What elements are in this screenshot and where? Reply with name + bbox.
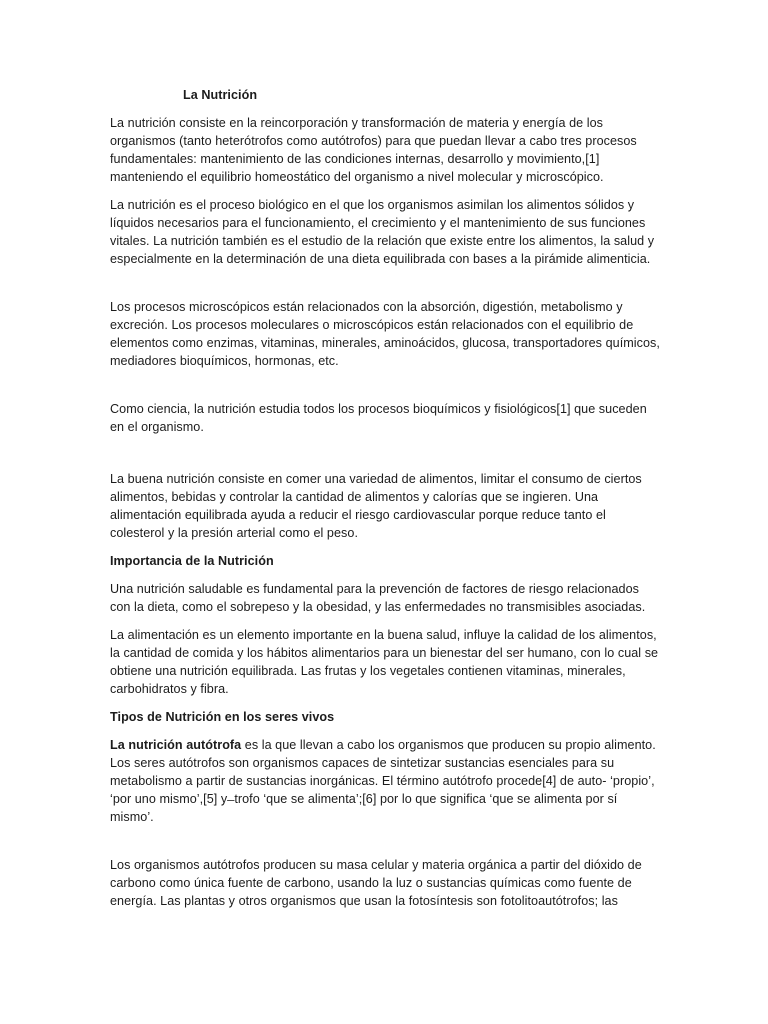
paragraph-autotrophic <box>110 736 660 826</box>
autotrophic-term: La nutrición autótrofa <box>110 738 242 752</box>
paragraph-biological-process: La nutrición es el proceso biológico en el que los organismos asimilan los alimentos sólidos y líquidos necesarios para el funcionamiento, el crecimiento y el mantenimiento de sus funciones vitales. La nutrición también es el estudio de la relación que existe entre los alimentos, la salud y especialmente en la determinación de una dieta equilibrada con bases a la pirámide alimenticia. <box>110 198 655 266</box>
paragraph-science: Como ciencia, la nutrición estudia todos los procesos bioquímicos y fisiológicos[1] que suceden en el organismo. <box>110 402 647 434</box>
paragraph-autotrophic-organisms: Los organismos autótrofos producen su masa celular y materia orgánica a partir del dióxido de carbono como única fuente de carbono, usando la luz o sustancias químicas como fuente de energía. Las plantas y otros organismos que usan la fotosíntesis son fotolitoautótrofos; las <box>110 858 642 908</box>
heading-importance: Importancia de la Nutrición <box>110 554 274 568</box>
paragraph-microscopic-processes: Los procesos microscópicos están relacionados con la absorción, digestión, metabolismo y excreción. Los procesos moleculares o microscópicos están relacionados con el equilibrio de elementos como enzimas, vitaminas, minerales, aminoácidos, glucosa, transportadores químicos, mediadores bioquímicos, hormonas, etc. <box>110 300 660 368</box>
autotrophic-description: es la que llevan a cabo los organismos que producen su propio alimento. Los seres autótrofos son organismos capaces de sintetizar sustancias esenciales para su metabolismo a partir de sustancias inorgánicas. El término autótrofo procede[4] de auto- ‘propio’, ‘por uno mismo’,[5] y ̶ trofo ‘que se alimenta’;[6] por lo que significa ‘que se alimenta por sí mismo’. <box>110 738 656 824</box>
paragraph-definition: La nutrición consiste en la reincorporación y transformación de materia y energía de los organismos (tanto heterótrofos como autótrofos) para que puedan llevar a cabo tres procesos fundamentales: mantenimiento de las condiciones internas, desarrollo y movimiento,[1] manteniendo el equilibrio homeostático del organismo a nivel molecular y microscópico. <box>110 116 637 184</box>
heading-types: Tipos de Nutrición en los seres vivos <box>110 710 335 724</box>
document-title: La Nutrición <box>183 88 258 102</box>
paragraph-feeding: La alimentación es un elemento importante en la buena salud, influye la calidad de los alimentos, la cantidad de comida y los hábitos alimentarios para un bienestar del ser humano, con lo cual se obtiene una nutrición equilibrada. Las frutas y los vegetales contienen vitaminas, minerales, carbohidratos y fibra. <box>110 628 659 696</box>
paragraph-good-nutrition: La buena nutrición consiste en comer una variedad de alimentos, limitar el consumo de ciertos alimentos, bebidas y controlar la cantidad de alimentos y calorías que se ingieren. Una alimentación equilibrada ayuda a reducir el riesgo cardiovascular porque reduce tanto el colesterol y la presión arterial como el peso. <box>110 472 642 540</box>
document-body <box>110 86 660 920</box>
paragraph-healthy-nutrition: Una nutrición saludable es fundamental para la prevención de factores de riesgo relacionados con la dieta, como el sobrepeso y la obesidad, y las enfermedades no transmisibles asociadas. <box>110 582 646 614</box>
